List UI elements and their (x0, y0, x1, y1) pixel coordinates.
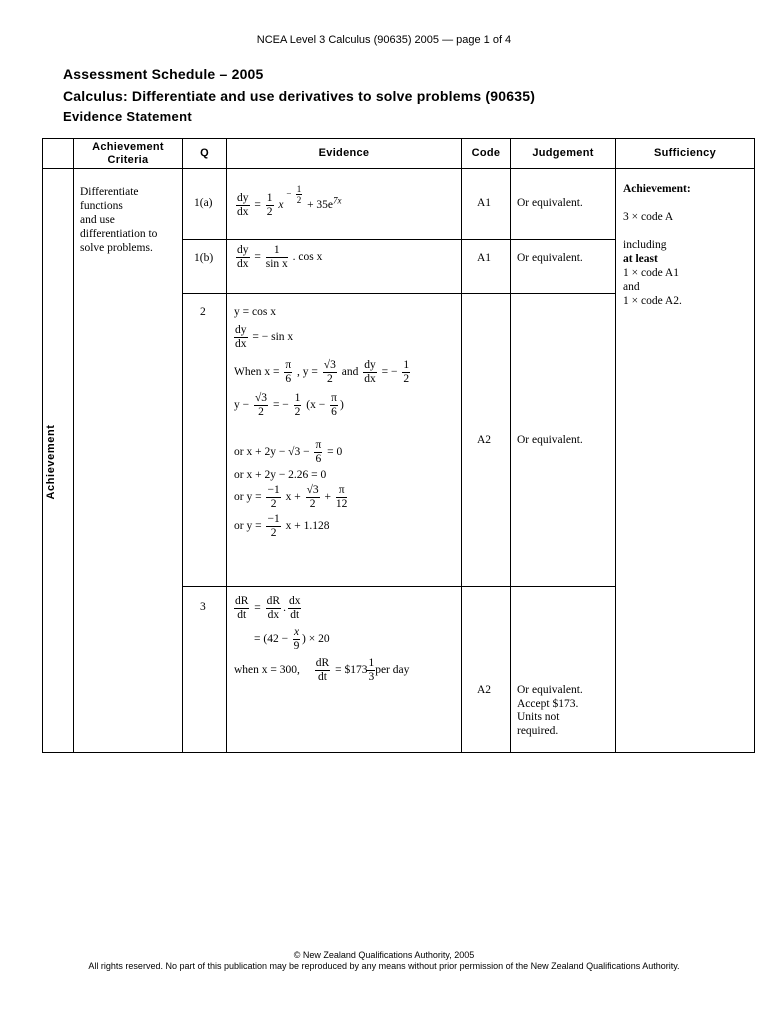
numerator: x (293, 626, 300, 638)
term: + 35e (307, 199, 334, 212)
footer-rights: All rights reserved. No part of this publication may be reproduced by any means without prior permission of the New Zealand Qualifications Authority. (88, 961, 680, 971)
numerator: 1 (266, 244, 288, 258)
sufficiency-heading: Achievement: (623, 183, 691, 195)
numerator: √3 (255, 392, 268, 404)
denominator: 3 (368, 671, 375, 683)
fraction-sqrt3-2 (323, 359, 337, 386)
judgement-line: Or equivalent. (517, 684, 583, 696)
fraction-dy-dx (236, 244, 250, 271)
criteria-line: Differentiate (80, 186, 139, 198)
denominator: 2 (296, 194, 302, 205)
exponent: 7x (333, 195, 342, 206)
code-value: A1 (477, 197, 492, 209)
term: , y = (297, 366, 318, 379)
judgement-line: required. (517, 724, 559, 737)
fraction-neg-half (266, 513, 280, 540)
numerator: dy (237, 192, 249, 204)
code-value: A2 (477, 434, 492, 446)
header-evidence: Evidence (318, 147, 370, 159)
numerator: −1 (267, 484, 280, 496)
judgement-text (517, 684, 583, 738)
denominator: dx (237, 206, 249, 218)
document-title: Assessment Schedule – 2005 (63, 66, 264, 82)
criteria-line: solve problems. (80, 242, 153, 254)
denominator: dx (237, 258, 249, 270)
table-top-border (42, 138, 755, 139)
fraction-half (294, 392, 302, 419)
fraction-pi-6 (284, 359, 292, 386)
denominator: dx (364, 373, 376, 385)
fraction-dy-dx (234, 324, 248, 351)
numerator: dx (288, 595, 301, 607)
numerator: 1 (368, 657, 375, 669)
header-sufficiency: Sufficiency (654, 147, 716, 159)
fraction-pi-12 (336, 484, 348, 511)
numerator: √3 (323, 359, 336, 371)
fraction-x-9 (293, 626, 300, 653)
fraction-neg-half (266, 484, 280, 511)
sufficiency-line: 3 × code A (623, 211, 674, 223)
term: = $173 (335, 664, 368, 677)
footer-copyright: © New Zealand Qualifications Authority, 2005 (293, 950, 475, 960)
exponent-fraction (296, 184, 303, 205)
term: . cos x (292, 251, 323, 264)
row-divider (182, 293, 615, 294)
sufficiency-line: at least (623, 253, 658, 265)
evidence-line (234, 595, 409, 622)
denominator: 12 (335, 498, 348, 510)
col-border (754, 138, 755, 753)
fraction-pi-6 (330, 392, 338, 419)
denominator: 6 (315, 453, 322, 465)
section-title: Evidence Statement (63, 109, 192, 124)
evidence-line: or x + 2y − 2.26 = 0 (234, 469, 327, 481)
col-border (615, 138, 616, 753)
numerator: π (285, 359, 292, 371)
numerator: dy (364, 359, 376, 371)
evidence-2 (234, 305, 412, 540)
header-achievement-criteria (74, 141, 182, 167)
term: y − (234, 399, 250, 412)
term: per day (375, 664, 410, 677)
evidence-line (234, 657, 409, 684)
term: and (341, 366, 359, 379)
fraction-dR-dt (234, 595, 249, 622)
judgement-line: Units not (517, 711, 560, 723)
row-divider (182, 586, 615, 587)
evidence-line (234, 359, 412, 386)
sufficiency-line: 1 × code A2. (623, 295, 682, 307)
term: = − (381, 366, 398, 379)
evidence-line (234, 484, 412, 511)
term: = − sin x (252, 331, 294, 344)
denominator: 2 (266, 206, 273, 218)
evidence-3 (234, 595, 409, 684)
variable-x: x (278, 199, 284, 212)
table-bottom-border (42, 752, 755, 753)
fraction-dy-dx (236, 192, 250, 219)
term: x + (285, 491, 301, 504)
fraction-dR-dx (266, 595, 281, 622)
denominator: dt (290, 609, 300, 621)
numerator: dR (266, 595, 281, 607)
denominator: dx (267, 609, 280, 621)
document-subtitle: Calculus: Differentiate and use derivatives to solve problems (90635) (63, 88, 536, 104)
col-border (182, 138, 183, 753)
col-border (226, 138, 227, 753)
fraction-dy-dx (363, 359, 377, 386)
criteria-line: functions (80, 200, 123, 212)
numerator: dR (235, 595, 249, 607)
question-number: 2 (200, 306, 206, 318)
judgement-text: Or equivalent. (517, 434, 583, 446)
fraction-dR-dt (315, 657, 330, 684)
denominator: 2 (270, 527, 277, 539)
exponent-sign: − (286, 188, 292, 199)
term: (x − (306, 399, 326, 412)
judgement-text: Or equivalent. (517, 252, 583, 264)
criteria-line: differentiation to (80, 228, 158, 240)
term: ) (339, 399, 344, 412)
row-divider (182, 239, 615, 240)
numerator: dy (237, 244, 249, 256)
denominator: 2 (309, 498, 316, 510)
denominator: 2 (294, 406, 301, 418)
evidence-line (234, 324, 412, 351)
question-number: 1(b) (194, 252, 214, 264)
col-border (461, 138, 462, 753)
header-criteria-line1: Achievement (92, 141, 164, 153)
numerator: √3 (306, 484, 319, 496)
term: or y = (234, 491, 262, 504)
header-bottom-border (42, 168, 755, 169)
numerator: π (336, 484, 348, 498)
fraction-dx-dt (288, 595, 302, 622)
criteria-line: and use (80, 214, 115, 226)
term: or y = (234, 520, 262, 533)
evidence-line (234, 439, 412, 466)
equals-sign: = (254, 199, 261, 212)
exponent (286, 184, 304, 205)
denominator: 2 (258, 406, 264, 418)
term: + (324, 491, 332, 504)
denominator: 6 (285, 373, 292, 385)
evidence-line (234, 392, 412, 419)
term: x + 1.128 (285, 520, 330, 533)
denominator: dt (318, 671, 327, 683)
denominator: 2 (270, 498, 277, 510)
denominator: 2 (403, 373, 410, 385)
fraction-sqrt3-2 (306, 484, 320, 511)
page-header: NCEA Level 3 Calculus (90635) 2005 — page 1 of 4 (256, 34, 512, 46)
numerator: 1 (296, 183, 302, 194)
denominator: 2 (326, 373, 333, 385)
term: = (42 − (254, 633, 289, 646)
numerator: dy (235, 324, 247, 336)
evidence-1a (234, 183, 342, 219)
numerator: 1 (403, 359, 410, 371)
term: ) × 20 (302, 633, 330, 646)
term: = − (272, 399, 289, 412)
numerator: −1 (267, 513, 280, 525)
numerator: 1 (294, 392, 301, 404)
header-criteria-line2: Criteria (107, 154, 149, 166)
numerator: π (315, 439, 322, 451)
denominator: 6 (331, 406, 337, 418)
header-code: Code (471, 147, 501, 159)
evidence-line: y = cos x (234, 306, 276, 318)
fraction-sqrt3-2 (254, 392, 268, 419)
denominator: dx (235, 338, 247, 350)
term: = 0 (327, 446, 343, 459)
col-border (42, 138, 43, 753)
code-value: A1 (477, 252, 492, 264)
fraction-half (402, 359, 410, 386)
term: . (283, 602, 286, 615)
term: when x = 300, (234, 664, 300, 677)
col-border (510, 138, 511, 753)
col-border (73, 138, 74, 753)
numerator: 1 (266, 192, 273, 204)
question-number: 1(a) (194, 197, 213, 209)
denominator: 9 (293, 640, 300, 652)
denominator: dt (237, 609, 247, 621)
fraction-pi-6 (314, 439, 322, 466)
sufficiency-line: and (623, 281, 640, 293)
numerator: dR (315, 657, 330, 669)
term: When (234, 366, 262, 379)
evidence-line (234, 513, 412, 540)
header-q: Q (200, 147, 209, 159)
term: or x + 2y − √3 − (234, 446, 310, 459)
question-number: 3 (200, 601, 206, 613)
sufficiency-line: including (623, 239, 667, 251)
denominator: sin x (265, 258, 288, 270)
equals-sign: = (254, 602, 261, 615)
header-judgement: Judgement (532, 147, 594, 159)
numerator: π (331, 392, 337, 404)
criteria-text (80, 185, 157, 255)
judgement-text: Or equivalent. (517, 197, 583, 209)
evidence-line (234, 626, 409, 653)
fraction-half (266, 192, 274, 219)
term: x = (264, 366, 280, 379)
sufficiency-line: 1 × code A1 (623, 267, 679, 279)
evidence-1b (234, 244, 322, 271)
sufficiency-text (623, 182, 691, 308)
code-value: A2 (477, 684, 492, 696)
row-group-label: Achievement (45, 424, 57, 500)
judgement-line: Accept $173. (517, 697, 579, 710)
equals-sign: = (254, 251, 261, 264)
fraction-one-over-sinx (266, 244, 288, 271)
